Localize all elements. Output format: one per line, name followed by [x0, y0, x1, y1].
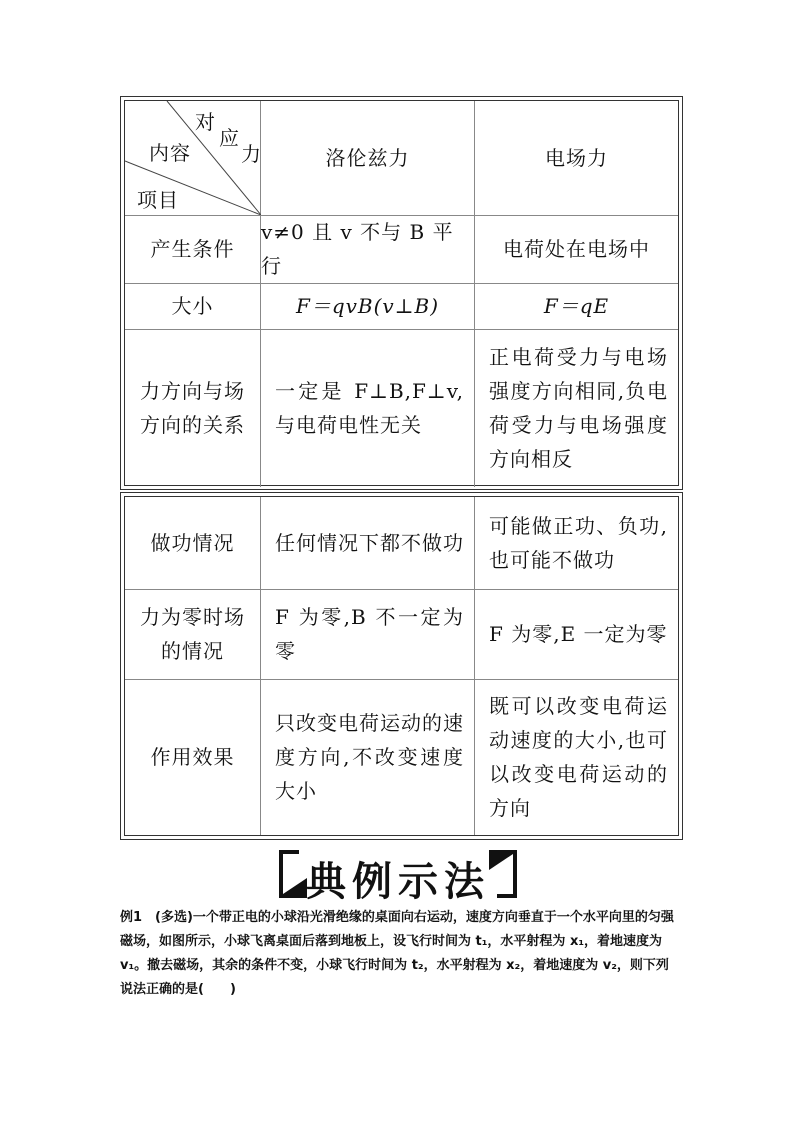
row-label: 大小 — [125, 283, 261, 329]
electric-cell: 正电荷受力与电场强度方向相同,负电荷受力与电场强度方向相反 — [489, 345, 668, 471]
table-header-row — [125, 101, 678, 216]
header-lorentz-force: 洛伦兹力 — [261, 101, 475, 215]
table-row — [125, 215, 678, 284]
table-row — [125, 679, 678, 835]
corner-label-item: 项目 — [137, 188, 179, 212]
table-row — [125, 329, 678, 487]
comparison-table-1 — [120, 96, 683, 490]
example-text: 例1 (多选)一个带正电的小球沿光滑绝缘的桌面向右运动，速度方向垂直于一个水平向里的匀强磁场，如图所示，小球飞离桌面后落到地板上，设飞行时间为 t₁，水平射程为 x₁，着地速度为 v₁。撤去磁场，其余的条件不变，小球飞行时间为 t₂，水平射程为 x₂，着地速度为 v₂，则下列说法正确的是( ) — [120, 910, 674, 997]
lorentz-cell: F＝qvB(v⊥B) — [261, 283, 475, 329]
electric-cell: 可能做正功、负功,也可能不做功 — [489, 514, 668, 572]
row-label: 力为零时场的情况 — [125, 589, 261, 679]
row-label: 产生条件 — [125, 215, 261, 283]
lorentz-cell: 一定是 F⊥B,F⊥v,与电荷电性无关 — [261, 329, 475, 487]
electric-cell: 电荷处在电场中 — [503, 237, 650, 261]
corner-label-li: 力 — [241, 142, 262, 166]
electric-cell: F＝qE — [543, 294, 610, 318]
lorentz-cell: F 为零,B 不一定为零 — [261, 589, 475, 679]
corner-label-content: 内容 — [149, 141, 191, 165]
lorentz-cell: v≠0 且 v 不与 B 平行 — [261, 215, 475, 283]
table-row — [125, 283, 678, 330]
electric-cell: 既可以改变电荷运动速度的大小,也可以改变电荷运动的方向 — [489, 694, 668, 820]
row-label: 做功情况 — [125, 497, 261, 589]
lorentz-cell: 任何情况下都不做功 — [261, 497, 475, 589]
corner-label-ying: 应 — [219, 126, 240, 150]
table-row — [125, 497, 678, 590]
electric-cell: F 为零,E 一定为零 — [489, 622, 668, 646]
lorentz-cell: 只改变电荷运动的速度方向,不改变速度大小 — [261, 679, 475, 835]
header-electric-force: 电场力 — [545, 146, 608, 170]
row-label: 力方向与场方向的关系 — [125, 329, 261, 487]
corner-label-dui: 对 — [195, 110, 216, 134]
section-banner — [277, 848, 519, 905]
comparison-table-2 — [120, 492, 683, 840]
banner-title: 典例示法 — [306, 859, 490, 905]
header-corner-cell — [125, 101, 261, 215]
row-label: 作用效果 — [125, 679, 261, 835]
example-problem — [120, 906, 680, 1002]
table-row — [125, 589, 678, 680]
